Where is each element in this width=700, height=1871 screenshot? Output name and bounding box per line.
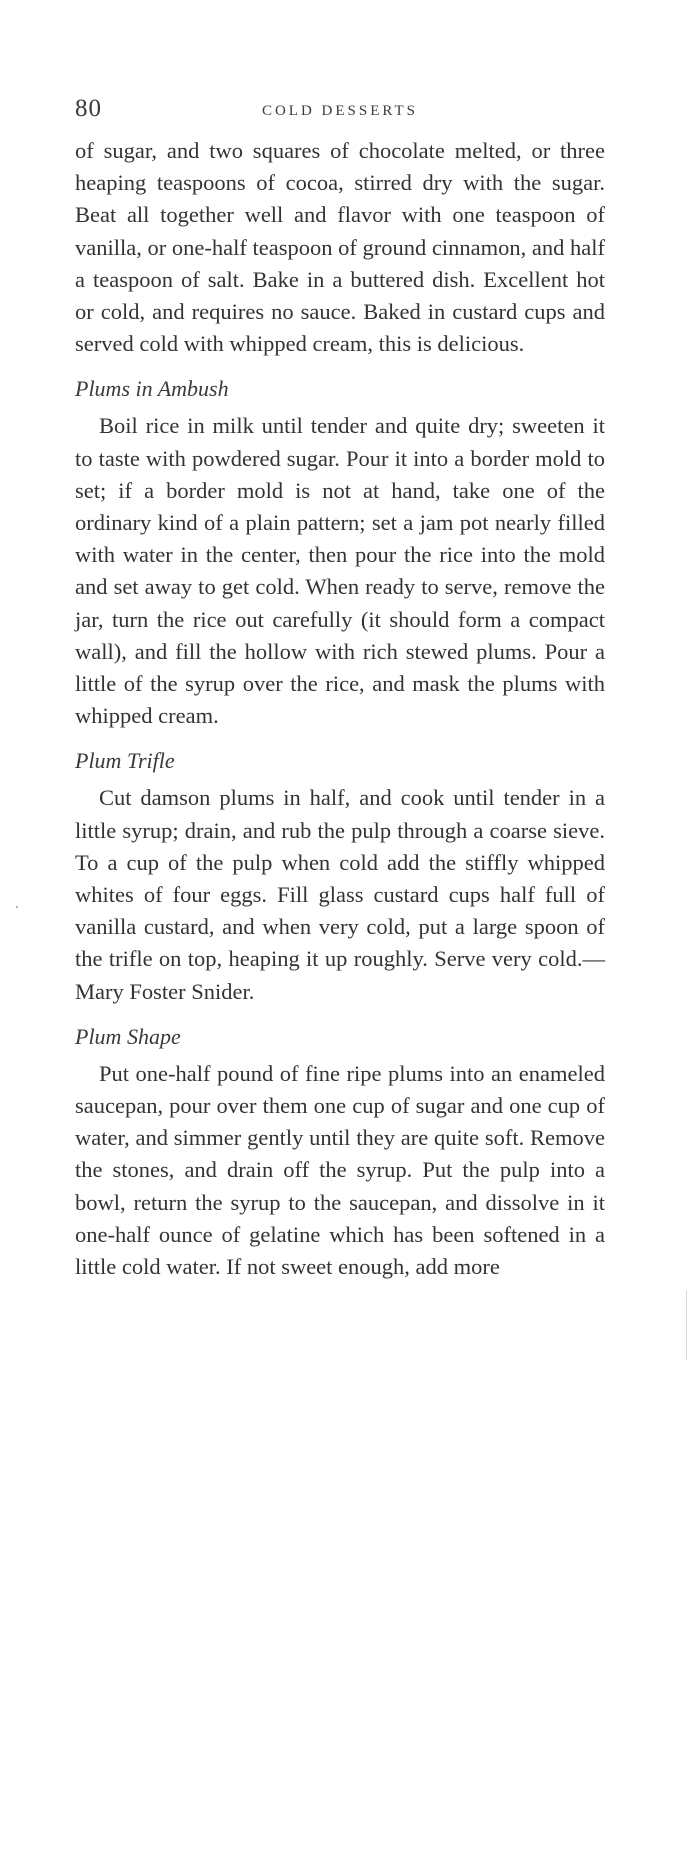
recipe-heading-plums-in-ambush: Plums in Ambush [75, 376, 229, 402]
recipe-heading-plum-shape: Plum Shape [75, 1023, 181, 1049]
recipe-text-plum-trifle: Cut damson plums in half, and cook until tender in a little syrup; drain, and rub the pulp through a coarse sieve. To a cup of the pulp when cold add the stiffly whipped whites of four eggs. Fill glass custard cups half full of vanilla custard, and when very cold, put a large spoon of the trifle on top, heaping it up roughly. Serve very cold.—Mary Foster Snider. [75, 785, 605, 1004]
recipe-text-plum-shape: Put one-half pound of fine ripe plums into an enameled saucepan, pour over them one cup of sugar and one cup of water, and simmer gently until they are quite soft. Remove the stones, and drain off the syrup. Put the pulp into a bowl, return the syrup to the saucepan, and dissolve in it one-half ounce of gelatine which has been softened in a little cold water. If not sweet enough, add more [75, 1060, 605, 1280]
continued-paragraph: of sugar, and two squares of chocolate melted, or three heaping teaspoons of cocoa, stirred dry with the sugar. Beat all together well and flavor with one teaspoon of vanilla, or one-half teaspoon of ground cinnamon, and half a teaspoon of salt. Bake in a buttered dish. Excellent hot or cold, and requires no sauce. Baked in custard cups and served cold with whipped cream, this is delicious. [75, 138, 605, 357]
recipe-heading-plum-trifle: Plum Trifle [75, 748, 175, 774]
book-page [75, 95, 605, 1283]
running-head [75, 95, 605, 135]
scan-edge-mark [686, 1290, 687, 1360]
scan-speck [16, 906, 18, 908]
page-number: 80 [75, 95, 102, 122]
running-title: COLD DESSERTS [261, 103, 419, 119]
recipe-text-plums-in-ambush: Boil rice in milk until tender and quite dry; sweeten it to taste with powdered sugar. Pour it into a border mold to set; if a border mold is not at hand, take one of the ordinary kind of a plain pattern; set a jam pot nearly filled with water in the center, then pour the rice into the mold and set away to get cold. When ready to serve, remove the jar, turn the rice out carefully (it should form a compact wall), and fill the hollow with rich stewed plums. Pour a little of the syrup over the rice, and mask the plums with whipped cream. [75, 413, 605, 729]
